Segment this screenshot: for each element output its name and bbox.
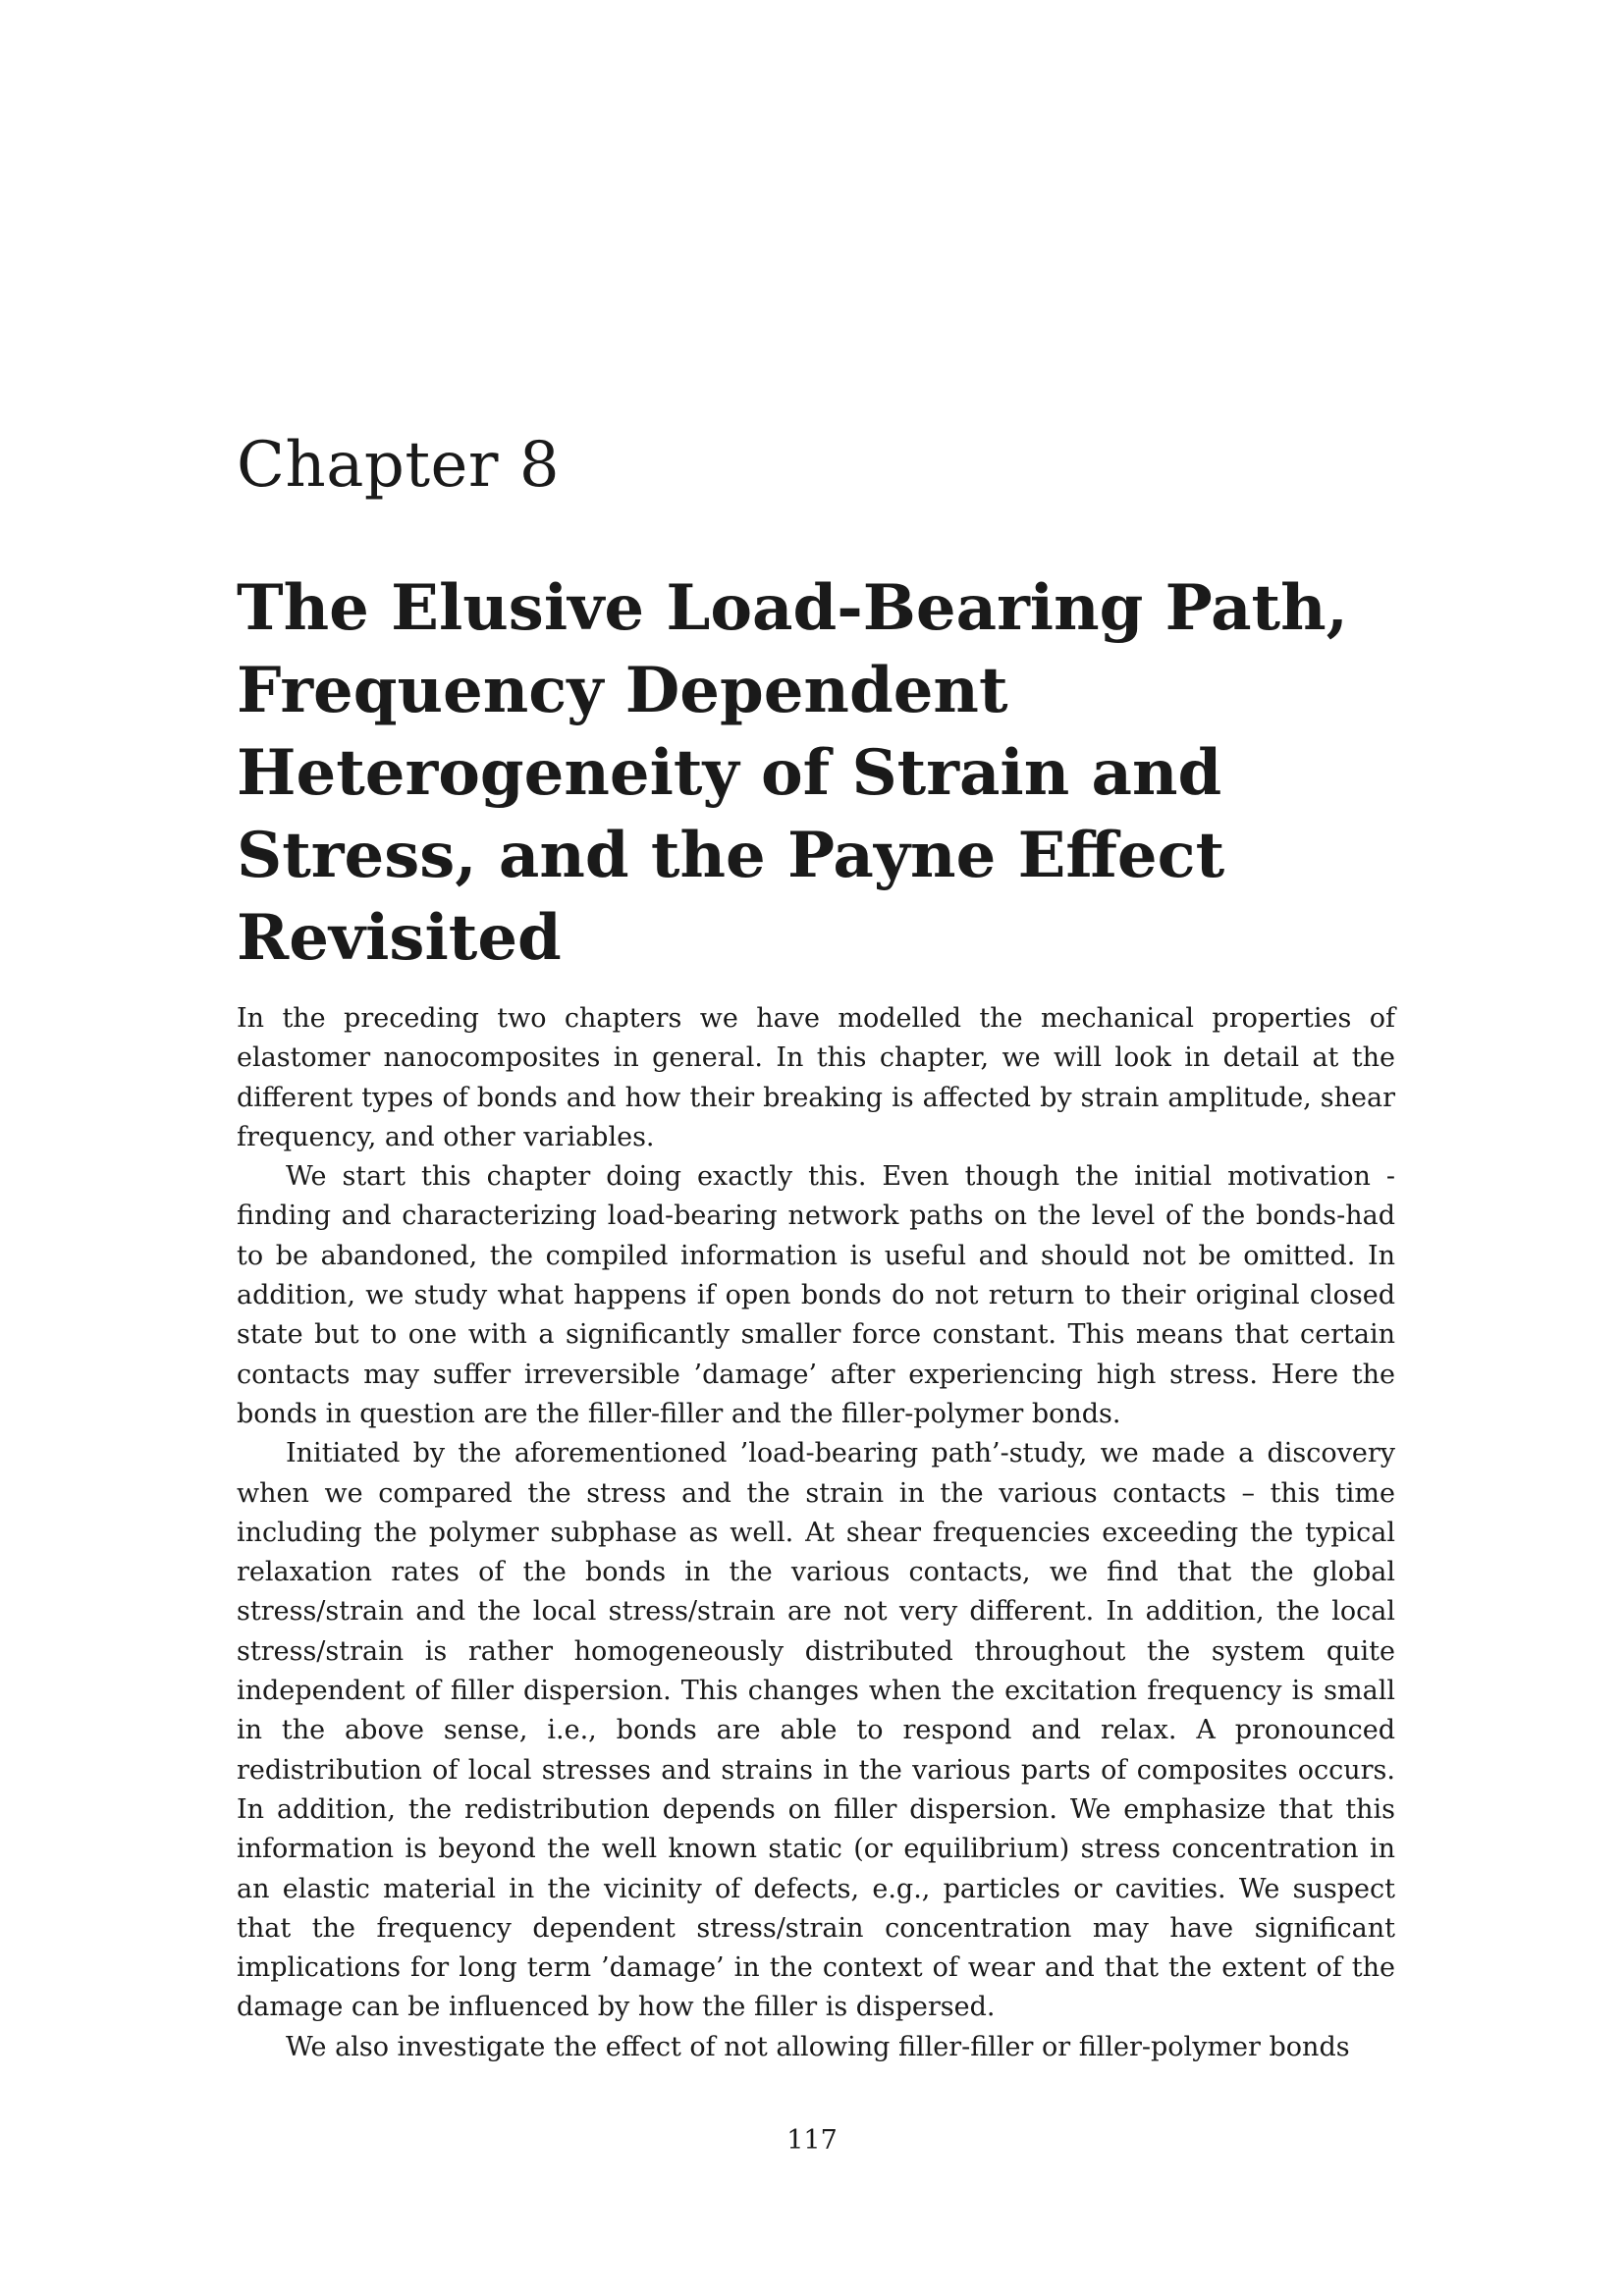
chapter-label: Chapter 8: [237, 429, 561, 502]
paragraph-2: We start this chapter doing exactly this. Even though the initial motivation -finding and characterizing load-bearing network paths on the level of the bonds-had to be abandoned, the compiled information is useful and should not be omitted. In addition, we study what happens if open bonds do not return to their original closed state but to one with a significantly smaller force constant. This means that certain contacts may suffer irreversible ’damage’ after experiencing high stress. Here the bonds in question are the filler-filler and the filler-polymer bonds.: [237, 1161, 1395, 1429]
paragraph-3: Initiated by the aforementioned ’load-bearing path’-study, we made a discovery when we compared the stress and the strain in the various contacts – this time including the polymer subphase as well. At shear frequencies exceeding the typical relaxation rates of the bonds in the various contacts, we find that the global stress/strain and the local stress/strain are not very different. In addition, the local stress/strain is rather homogeneously distributed throughout the system quite independent of filler dispersion. This changes when the excitation frequency is small in the above sense, i.e., bonds are able to respond and relax. A pronounced redistribution of local stresses and strains in the various parts of composites occurs. In addition, the redistribution depends on filler dispersion. We emphasize that this information is beyond the well known static (or equilibrium) stress concentration in an elastic material in the vicinity of defects, e.g., particles or cavities. We suspect that the frequency dependent stress/strain concentration may have significant implications for long term ’damage’ in the context of wear and that the extent of the damage can be influenced by how the filler is dispersed.: [237, 1438, 1395, 2023]
page-number: 117: [786, 2125, 838, 2156]
paragraph-4: We also investigate the effect of not allowing filler-filler or filler-polymer bonds: [286, 2031, 1350, 2062]
chapter-title: The Elusive Load-Bearing Path, Frequency Dependent Heterogeneity of Strain and Stress, and the Payne Effect Revisited: [237, 571, 1348, 975]
paragraph-1: In the preceding two chapters we have modelled the mechanical properties of elastomer nanocomposites in general. In this chapter, we will look in detail at the different types of bonds and how their breaking is affected by strain amplitude, shear frequency, and other variables.: [237, 1003, 1395, 1152]
body-text: [237, 999, 1395, 2067]
